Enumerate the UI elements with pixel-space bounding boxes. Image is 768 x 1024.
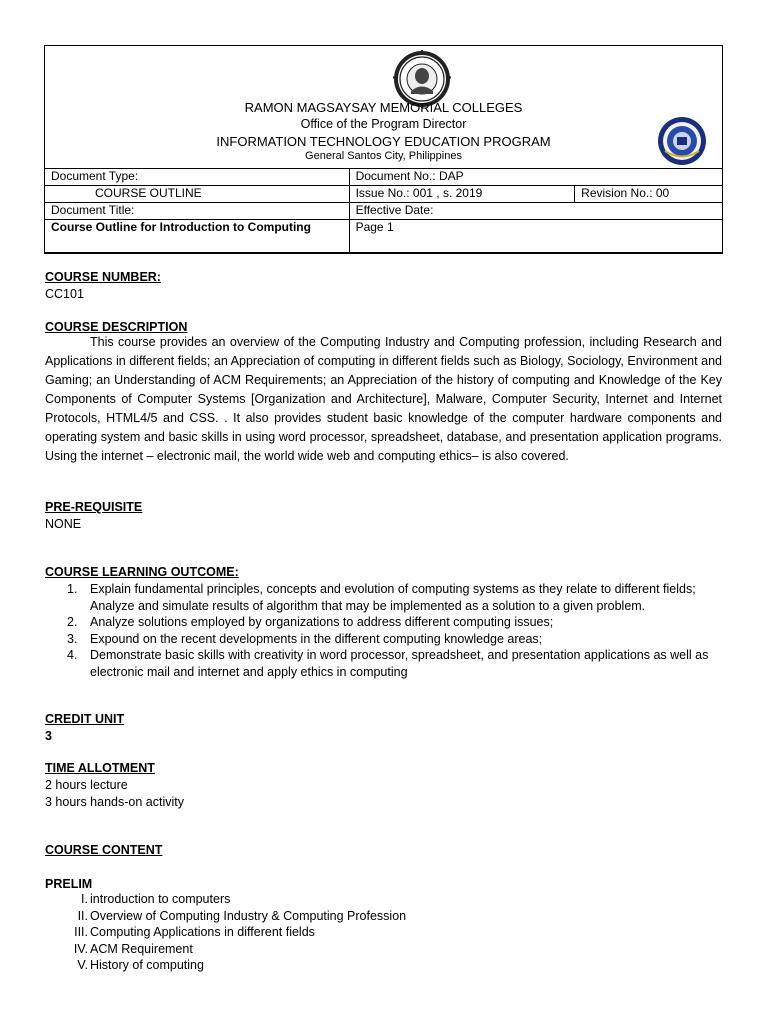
time-allotment-heading: TIME ALLOTMENT xyxy=(45,761,155,775)
prerequisite-heading: PRE-REQUISITE xyxy=(45,500,143,514)
list-item-text: Overview of Computing Industry & Computing Profession xyxy=(90,908,407,923)
course-description-heading: COURSE DESCRIPTION xyxy=(45,320,188,334)
list-item-number: II. xyxy=(77,908,88,923)
prerequisite-value: NONE xyxy=(45,517,82,531)
prelim-heading: PRELIM xyxy=(45,877,93,891)
list-item-number: I. xyxy=(81,892,88,906)
list-item xyxy=(45,614,722,631)
revision-no: Revision No.: 00 xyxy=(575,186,723,203)
list-item-number: III. xyxy=(74,925,88,939)
list-item-text: Explain fundamental principles, concepts and evolution of computing systems as they relate to different fields; Analyze and simulate results of algorithm that may be implemented as a solution to a given problem. xyxy=(90,582,696,613)
list-item-number: 1. xyxy=(67,582,78,596)
program-name: INFORMATION TECHNOLOGY EDUCATION PROGRAM xyxy=(216,134,551,149)
list-item-text: ACM Requirement xyxy=(90,941,193,956)
course-number-heading: COURSE NUMBER: xyxy=(45,270,161,284)
learning-outcome-list xyxy=(45,581,722,680)
office-name: Office of the Program Director xyxy=(300,117,467,131)
table-row xyxy=(45,203,723,220)
course-number-value: CC101 xyxy=(45,287,84,301)
credit-unit-heading: CREDIT UNIT xyxy=(45,712,125,726)
location: General Santos City, Philippines xyxy=(305,150,462,162)
list-item xyxy=(45,891,406,908)
list-item-text: Computing Applications in different fields xyxy=(90,925,315,939)
list-item xyxy=(45,908,406,925)
table-row xyxy=(45,169,723,186)
effective-date: Effective Date: xyxy=(349,203,722,220)
list-item-number: 3. xyxy=(67,631,78,646)
list-item-text: introduction to computers xyxy=(90,892,231,906)
list-item-number: V. xyxy=(77,958,88,972)
document-header xyxy=(44,45,723,254)
prelim-topic-list xyxy=(45,891,406,974)
issue-no: Issue No.: 001 , s. 2019 xyxy=(349,186,575,203)
document-title-value: Course Outline for Introduction to Computing xyxy=(45,220,350,253)
time-allotment-activity: 3 hours hands-on activity xyxy=(45,795,184,809)
document-type-value: COURSE OUTLINE xyxy=(45,186,350,203)
header-title-area xyxy=(45,46,722,168)
institution-name: RAMON MAGSAYSAY MEMORIAL COLLEGES xyxy=(244,100,523,115)
list-item xyxy=(45,941,406,958)
list-item xyxy=(45,581,722,614)
list-item-text: History of computing xyxy=(90,958,204,972)
course-content-heading: COURSE CONTENT xyxy=(45,843,163,857)
list-item xyxy=(45,957,406,974)
list-item xyxy=(45,631,722,648)
time-allotment-lecture: 2 hours lecture xyxy=(45,778,128,792)
list-item-number: 4. xyxy=(67,648,78,662)
learning-outcome-heading: COURSE LEARNING OUTCOME: xyxy=(45,565,239,579)
document-type-label: Document Type: xyxy=(45,169,350,186)
table-row xyxy=(45,220,723,253)
document-title-label: Document Title: xyxy=(45,203,350,220)
list-item-text: Demonstrate basic skills with creativity in word processor, spreadsheet, and presentation applications as well as electronic mail and internet and apply ethics in computing xyxy=(90,648,709,679)
document-no: Document No.: DAP xyxy=(349,169,722,186)
list-item xyxy=(45,647,722,680)
list-item-text: Expound on the recent developments in the different computing knowledge areas; xyxy=(90,631,543,646)
credit-unit-value: 3 xyxy=(45,729,52,743)
list-item-text: Analyze solutions employed by organizations to address different computing issues; xyxy=(90,615,554,629)
course-description-text: This course provides an overview of the Computing Industry and Computing profession, including Research and Applications in different fields; an Appreciation of computing in different fields such as Biology, Sociology, Environment and Gaming; an Understanding of ACM Requirements; an Appreciation of the history of computing and Knowledge of the Key Components of Computer Systems [Organization and Architecture], Malware, Computer Security, Internet and Internet Protocols, HTML4/5 and CSS. . It also provides student basic knowledge of the computer hardware components and operating system and basic skills in using word processor, spreadsheet, database, and presentation application programs. Using the internet – electronic mail, the world wide web and computing ethics– is also covered. xyxy=(45,335,722,463)
table-row xyxy=(45,186,723,203)
list-item-number: IV. xyxy=(73,941,88,956)
document-meta-table xyxy=(44,168,723,253)
list-item-number: 2. xyxy=(67,615,78,629)
page-number: Page 1 xyxy=(349,220,722,253)
list-item xyxy=(45,924,406,941)
